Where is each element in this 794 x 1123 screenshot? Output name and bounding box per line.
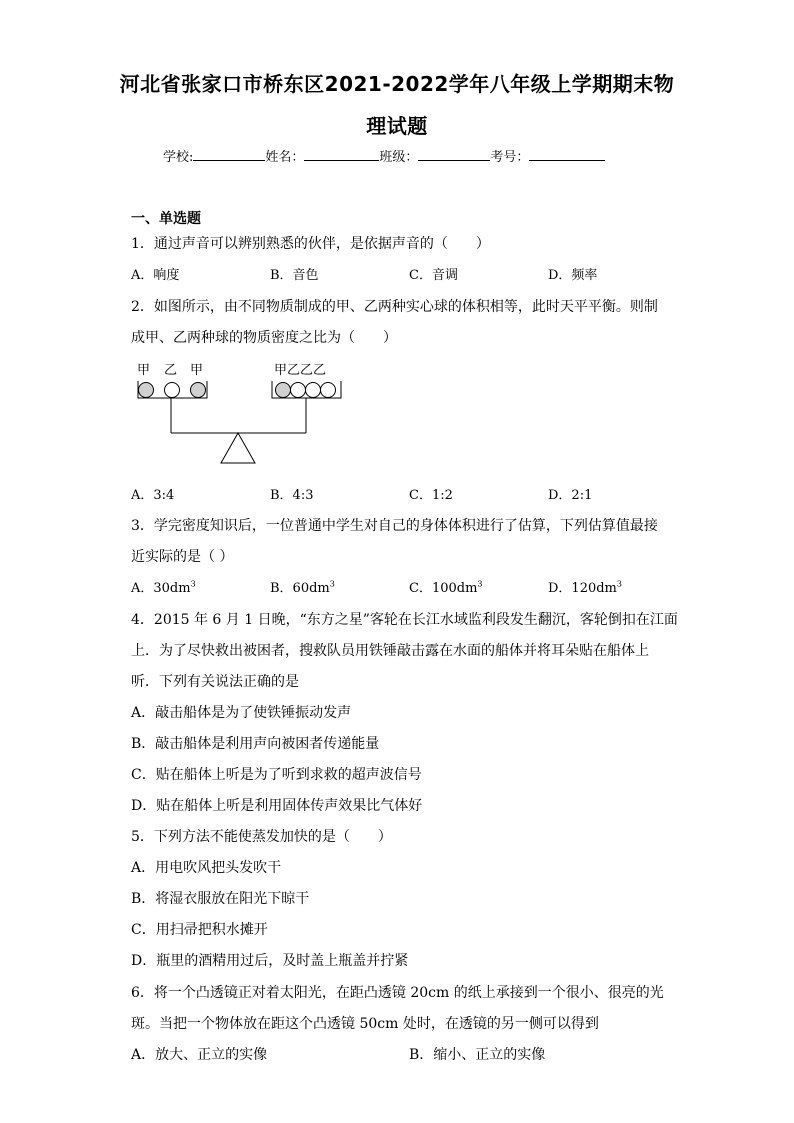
right-ball-yi-2 [306,383,321,398]
right-ball-yi-3 [321,383,336,398]
q6-stem-line2: 斑。当把一个物体放在距这个凸透镜 50cm 处时，在透镜的另一侧可以得到 [131,1016,599,1032]
q1-stem: 1．通过声音可以辨别熟悉的伙伴，是依据声音的（ ） [131,236,490,252]
number-label: 考号： [490,150,530,165]
exam-title-line1: 河北省张家口市桥东区2021-2022学年八年级上学期期末物 [119,72,675,96]
q6-stem-line1: 6．将一个凸透镜正对着太阳光，在距凸透镜 20cm 的纸上承接到一个很小、很亮的光 [131,985,664,1001]
name-label: 姓名： [265,150,305,165]
right-ball-jia [276,383,291,398]
q2-option-c[interactable]: C．1:2 [409,488,453,503]
q5-option-a[interactable]: A．用电吹风把头发吹干 [131,860,282,876]
q2-option-d[interactable]: D．2:1 [548,488,593,503]
q4-stem-line3: 听．下列有关说法正确的是 [131,674,299,690]
school-blank[interactable] [193,148,265,161]
balance-scale-figure [134,357,354,469]
class-label: 班级： [379,150,419,165]
q3-stem-line2: 近实际的是（ ） [131,549,234,565]
q4-option-d[interactable]: D．贴在船体上听是利用固体传声效果比气体好 [131,798,423,814]
section-heading-single-choice: 一、单选题 [131,211,201,227]
q6-option-a[interactable]: A．放大、正立的实像 [131,1047,268,1063]
q3-stem-line1: 3．学完密度知识后，一位普通中学生对自己的身体体积进行了估算，下列估算值最接 [131,518,658,534]
school-label: 学校: [163,150,194,165]
q6-option-b[interactable]: B．缩小、正立的实像 [409,1047,546,1063]
q4-stem-line2: 上．为了尽快救出被困者，搜救队员用铁锤敲击露在水面的船体并将耳朵贴在船体上 [131,643,649,659]
q4-option-b[interactable]: B．敲击船体是利用声向被困者传递能量 [131,736,380,752]
q4-stem-line1: 4．2015 年 6 月 1 日晚，“东方之星”客轮在长江水域监利段发生翻沉，客轮倒扣在江面 [131,612,678,628]
q1-option-d[interactable]: D．频率 [548,268,598,283]
number-blank[interactable] [529,148,605,161]
q3-option-a[interactable]: A．$30dm^3$ [131,579,196,596]
right-ball-yi-1 [291,383,306,398]
q2-stem-line2: 成甲、乙两种球的物质密度之比为（ ） [131,330,397,346]
q5-option-d[interactable]: D．瓶里的酒精用过后，及时盖上瓶盖并拧紧 [131,953,409,969]
q5-stem: 5．下列方法不能使蒸发加快的是（ ） [131,829,392,845]
q2-stem-line1: 2．如图所示，由不同物质制成的甲、乙两种实心球的体积相等，此时天平平衡。则制 [131,299,658,315]
name-blank[interactable] [304,148,379,161]
q3-option-d[interactable]: D．$120dm^3$ [548,579,622,596]
q4-option-c[interactable]: C．贴在船体上听是为了听到求救的超声波信号 [131,767,422,783]
left-label-jia-1: 甲 [137,363,151,378]
q5-option-b[interactable]: B．将湿衣服放在阳光下晾干 [131,891,310,907]
left-ball-jia-2 [191,383,206,398]
fulcrum-triangle [221,433,255,463]
q5-option-c[interactable]: C．用扫帚把积水摊开 [131,922,268,938]
q2-option-b[interactable]: B．4:3 [270,488,314,503]
left-ball-jia-1 [139,383,154,398]
q3-option-c[interactable]: C．$100dm^3$ [409,579,483,596]
left-label-yi: 乙 [164,363,178,378]
q1-option-a[interactable]: A．响度 [131,268,180,283]
q1-option-b[interactable]: B．音色 [270,268,319,283]
student-info-line [163,146,605,165]
q3-option-b[interactable]: B．$60dm^3$ [270,579,335,596]
right-labels: 甲乙乙乙 [274,363,327,378]
exam-title-line2: 理试题 [366,114,428,138]
q4-option-a[interactable]: A．敲击船体是为了使铁锤振动发声 [131,705,352,721]
q2-option-a[interactable]: A．3:4 [131,488,175,503]
q1-option-c[interactable]: C．音调 [409,268,458,283]
left-label-jia-2: 甲 [190,363,204,378]
left-ball-yi [165,383,180,398]
class-blank[interactable] [418,148,490,161]
